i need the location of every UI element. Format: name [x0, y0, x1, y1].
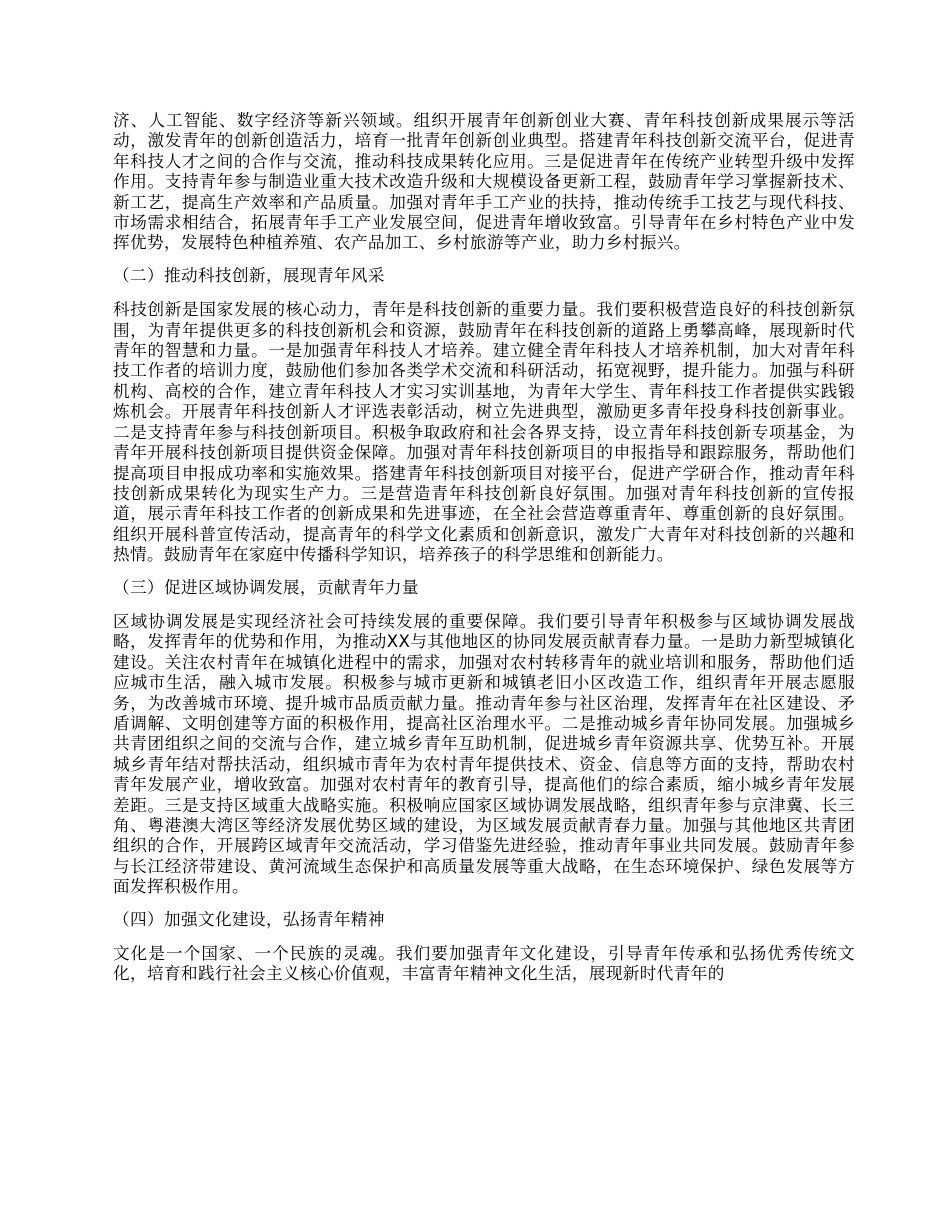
paragraph-culture: 文化是一个国家、一个民族的灵魂。我们要加强青年文化建设，引导青年传承和弘扬优秀传统文化，培育和践行社会主义核心价值观，丰富青年精神文化生活，展现新时代青年的 [113, 944, 855, 984]
paragraph-regional-development: 区域协调发展是实现经济社会可持续发展的重要保障。我们要引导青年积极参与区域协调发展战略，发挥青年的优势和作用，为推动XX与其他地区的协同发展贡献青春力量。一是助力新型城镇化建设。关注农村青年在城镇化进程中的需求，加强对农村转移青年的就业培训和服务，帮助他们适应城市生活，融入城市发展。积极参与城市更新和城镇老旧小区改造工作，组织青年开展志愿服务，为改善城市环境、提升城市品质贡献力量。推动青年参与社区治理，发挥青年在社区建设、矛盾调解、文明创建等方面的积极作用，提高社区治理水平。二是推动城乡青年协同发展。加强城乡共青团组织之间的交流与合作，建立城乡青年互助机制，促进城乡青年资源共享、优势互补。开展城乡青年结对帮扶活动，组织城市青年为农村青年提供技术、资金、信息等方面的支持，帮助农村青年发展产业，增收致富。加强对农村青年的教育引导，提高他们的综合素质，缩小城乡青年发展差距。三是支持区域重大战略实施。积极响应国家区域协调发展战略，组织青年参与京津冀、长三角、粤港澳大湾区等经济发展优势区域的建设，为区域发展贡献青春力量。加强与其他地区共青团组织的合作，开展跨区域青年交流活动，学习借鉴先进经验，推动青年事业共同发展。鼓励青年参与长江经济带建设、黄河流域生态保护和高质量发展等重大战略，在生态环境保护、绿色发展等方面发挥积极作用。 [113, 611, 855, 897]
section-heading-tech-innovation: （二）推动科技创新，展现青年风采 [113, 265, 385, 285]
paragraph-tech-innovation: 科技创新是国家发展的核心动力，青年是科技创新的重要力量。我们要积极营造良好的科技创新氛围，为青年提供更多的科技创新机会和资源，鼓励青年在科技创新的道路上勇攀高峰，展现新时代青年的智慧和力量。一是加强青年科技人才培养。建立健全青年科技人才培养机制，加大对青年科技工作者的培训力度，鼓励他们参加各类学术交流和科研活动，拓宽视野，提升能力。加强与科研机构、高校的合作，建立青年科技人才实习实训基地，为青年大学生、青年科技工作者提供实践锻炼机会。开展青年科技创新人才评选表彰活动，树立先进典型，激励更多青年投身科技创新事业。二是支持青年参与科技创新项目。积极争取政府和社会各界支持，设立青年科技创新专项基金，为青年开展科技创新项目提供资金保障。加强对青年科技创新项目的申报指导和跟踪服务，帮助他们提高项目申报成功率和实施效果。搭建青年科技创新项目对接平台，促进产学研合作，推动青年科技创新成果转化为现实生产力。三是营造青年科技创新良好氛围。加强对青年科技创新的宣传报道，展示青年科技工作者的创新成果和先进事迹，在全社会营造尊重青年、尊重创新的良好氛围。组织开展科普宣传活动，提高青年的科学文化素质和创新意识，激发广大青年对科技创新的兴趣和热情。鼓励青年在家庭中传播科学知识，培养孩子的科学思维和创新能力。 [113, 300, 855, 565]
section-heading-culture: （四）加强文化建设，弘扬青年精神 [113, 909, 385, 929]
document-page [113, 111, 855, 997]
section-heading-regional-development: （三）促进区域协调发展，贡献青年力量 [113, 577, 419, 597]
paragraph-emerging-industries: 济、人工智能、数字经济等新兴领域。组织开展青年创新创业大赛、青年科技创新成果展示等活动，激发青年的创新创造活力，培育一批青年创新创业典型。搭建青年科技创新交流平台，促进青年科技人才之间的合作与交流，推动科技成果转化应用。三是促进青年在传统产业转型升级中发挥作用。支持青年参与制造业重大技术改造升级和大规模设备更新工程，鼓励青年学习掌握新技术、新工艺，提高生产效率和产品质量。加强对青年手工产业的扶持，推动传统手工技艺与现代科技、市场需求相结合，拓展青年手工产业发展空间，促进青年增收致富。引导青年在乡村特色产业中发挥优势，发展特色种植养殖、农产品加工、乡村旅游等产业，助力乡村振兴。 [113, 111, 855, 253]
